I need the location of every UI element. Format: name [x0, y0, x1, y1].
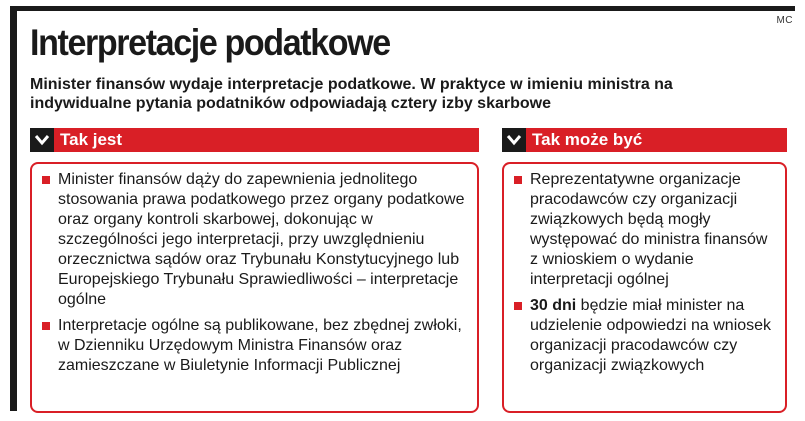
frame-left-rule [10, 6, 17, 411]
square-bullet-icon [42, 176, 50, 184]
list-item-text: Reprezentatywne organizacje pracodawców czy organizacji związkowych będą mogły występować do ministra finansów z wnioskiem o wydanie interpretacji ogólnej [530, 171, 768, 288]
column-tak-jest [30, 128, 479, 413]
highlight-number: 30 dni [530, 297, 577, 314]
chevron-down-icon [502, 128, 526, 152]
list-item-text: Minister finansów dąży do zapewnienia jednolitego stosowania prawa podatkowego przez organy podatkowe oraz organy kontroli skarbowej, dokonując w szczególności jego interpretacji, przy uwzględnieniu orzecznictwa sądów oraz Trybunału Konstytucyjnego lub Europejskiego Trybunału Sprawiedliwości – interpretacje ogólne [58, 171, 465, 308]
square-bullet-icon [514, 302, 522, 310]
section-header [30, 128, 479, 152]
credit-label: MC [776, 15, 793, 26]
list-item [514, 296, 775, 376]
content-box [502, 162, 787, 413]
chevron-down-icon [30, 128, 54, 152]
list-item [514, 170, 775, 290]
list-item-text: Interpretacje ogólne są publikowane, bez zbędnej zwłoki, w Dzienniku Urzędowym Ministra Finansów oraz zamieszczane w Biuletynie Informacji Publicznej [58, 317, 462, 374]
section-heading: Tak jest [60, 130, 123, 149]
square-bullet-icon [514, 176, 522, 184]
frame-top-rule [10, 6, 795, 11]
list-item [42, 170, 467, 310]
page-title: Interpretacje podatkowe [30, 22, 390, 63]
section-header [502, 128, 787, 152]
section-heading: Tak może być [532, 130, 643, 149]
square-bullet-icon [42, 322, 50, 330]
content-box [30, 162, 479, 413]
column-tak-moze-byc [502, 128, 787, 413]
list-item-text: będzie miał minister na udzielenie odpowiedzi na wniosek organizacji pracodawców czy organizacji związkowych [530, 297, 772, 374]
lead-paragraph: Minister finansów wydaje interpretacje podatkowe. W praktyce w imieniu ministra na indywidualne pytania podatników odpowiadają cztery izby skarbowe [30, 76, 673, 112]
list-item [42, 316, 467, 376]
